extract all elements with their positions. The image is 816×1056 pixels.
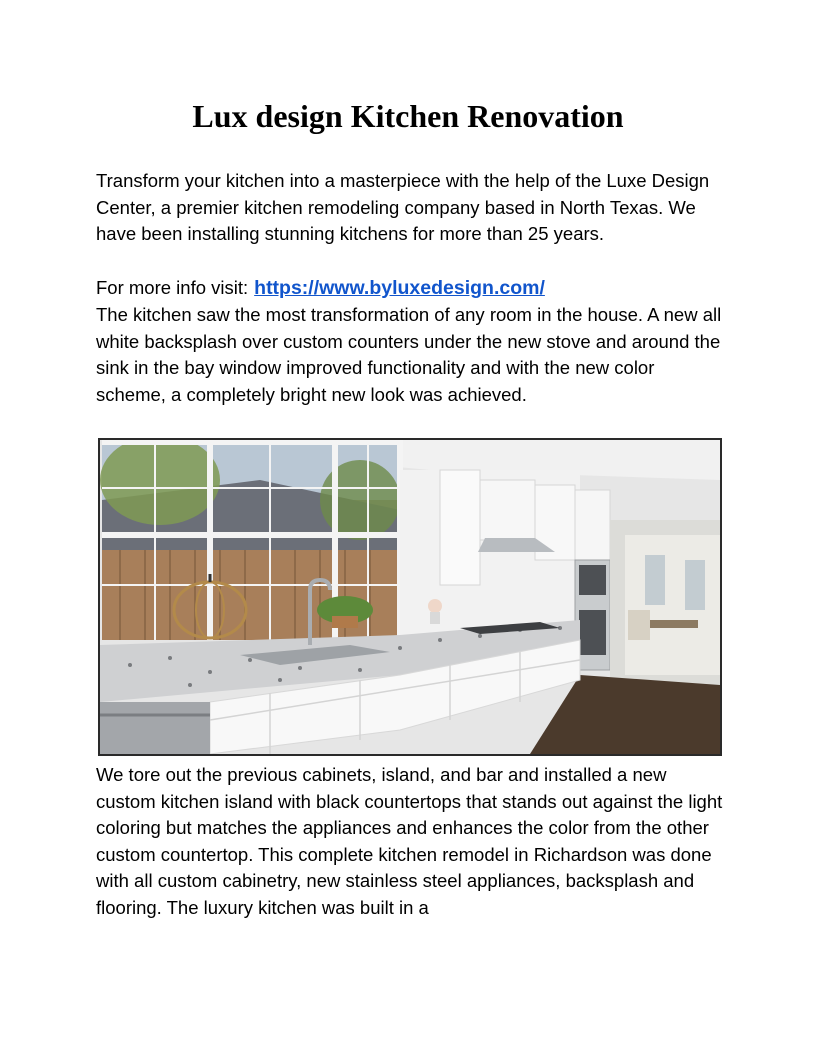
info-label: For more info visit: [96,277,249,298]
kitchen-transformation-paragraph: The kitchen saw the most transformation of any room in the house. A new all white backsplash over custom counters under the new stove and around the sink in the bay window improved functionality and with the new color scheme, a completely bright new look was achieved. [96,304,722,405]
info-line [96,275,726,302]
page-title: Lux design Kitchen Renovation [192,98,624,134]
remodel-details-paragraph: We tore out the previous cabinets, island, and bar and installed a new custom kitchen island with black countertops that stands out against the light coloring but matches the appliances and enhances the color from the other custom countertop. This complete kitchen remodel in Richardson was done with all custom cabinetry, new stainless steel appliances, backsplash and flooring. The luxury kitchen was built in a [96,764,723,918]
website-link[interactable]: https://www.byluxedesign.com/ [254,277,545,299]
intro-paragraph: Transform your kitchen into a masterpiece with the help of the Luxe Design Center, a premier kitchen remodeling company based in North Texas. We have been installing stunning kitchens for more than 25 years. [96,170,710,244]
kitchen-photo [98,438,722,756]
